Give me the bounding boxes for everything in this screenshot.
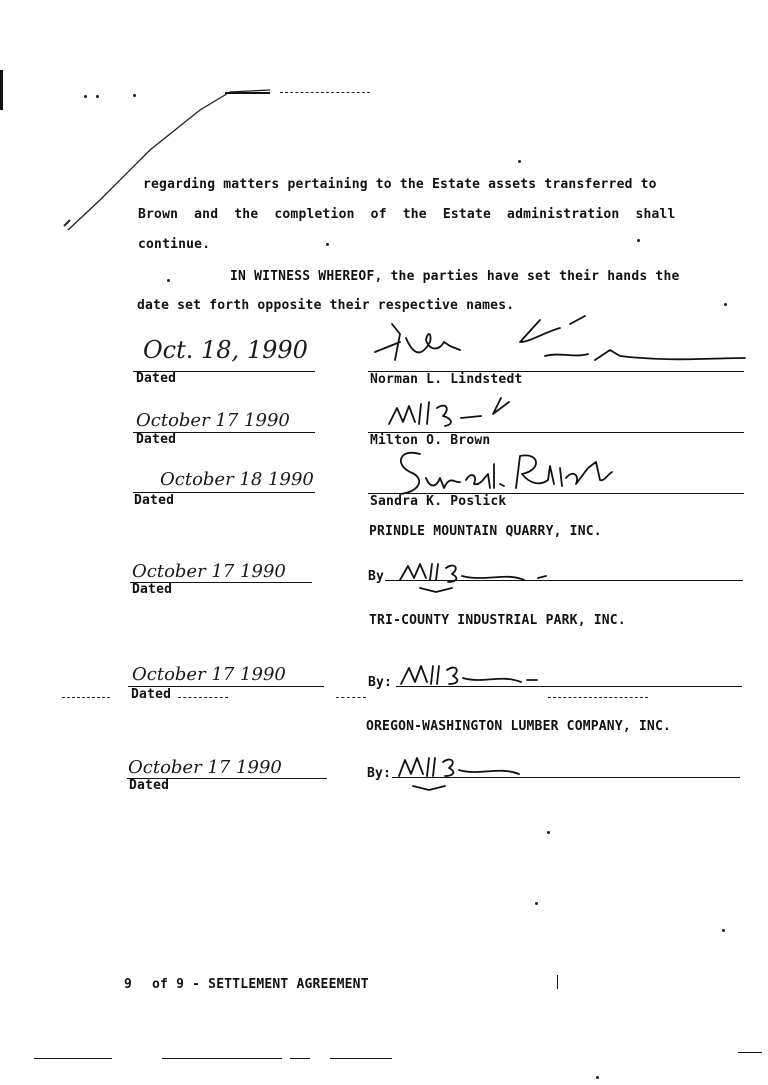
body-line-2: Brown and the completion of the Estate administration shall — [138, 207, 676, 222]
scan-left-edge — [0, 70, 6, 110]
handwritten-date: October 17 1990 — [128, 757, 282, 778]
scan-speck — [167, 279, 170, 282]
signature-milton — [385, 394, 535, 434]
scan-speck — [133, 94, 136, 97]
scan-speck — [96, 95, 99, 98]
dated-label: Dated — [134, 493, 175, 508]
company-name: PRINDLE MOUNTAIN QUARRY, INC. — [369, 524, 602, 539]
by-label: By: — [368, 675, 393, 690]
signature-tricounty — [397, 658, 547, 700]
scan-speck — [84, 95, 87, 98]
company-name: OREGON-WASHINGTON LUMBER COMPANY, INC. — [366, 719, 672, 734]
scan-bottom-line — [290, 1058, 310, 1059]
signer-name: Norman L. Lindstedt — [370, 372, 523, 387]
witness-line-2: date set forth opposite their respective names. — [137, 298, 515, 313]
scan-speck — [722, 929, 725, 932]
dated-label: Dated — [136, 371, 177, 386]
signer-name: Sandra K. Poslick — [370, 494, 507, 509]
signer-name: Milton O. Brown — [370, 433, 491, 448]
handwritten-date: October 17 1990 — [136, 410, 290, 431]
scan-mark — [557, 975, 558, 989]
handwritten-date: October 17 1990 — [132, 561, 286, 582]
dated-label: Dated — [129, 778, 170, 793]
scan-bottom-line — [330, 1058, 392, 1059]
scan-speck — [326, 243, 329, 246]
handwritten-date: October 17 1990 — [132, 664, 286, 685]
footer-page-number: 9 — [124, 977, 133, 992]
signature-line — [385, 580, 743, 581]
by-label: By — [368, 569, 385, 584]
footer-title: of 9 - SETTLEMENT AGREEMENT — [152, 977, 369, 992]
handwritten-date: October 18 1990 — [160, 469, 314, 490]
handwritten-date: Oct. 18, 1990 — [143, 336, 308, 364]
scan-dash — [62, 697, 110, 698]
scan-speck — [637, 239, 640, 242]
signature-line — [392, 777, 740, 778]
scan-bottom-line — [162, 1058, 282, 1059]
signature-line — [396, 686, 742, 687]
witness-line-1: IN WITNESS WHEREOF, the parties have set their hands the — [230, 269, 680, 284]
scan-bottom-line — [738, 1052, 762, 1053]
scan-dash — [548, 697, 648, 698]
scan-speck — [518, 160, 521, 163]
company-name: TRI-COUNTY INDUSTRIAL PARK, INC. — [369, 613, 626, 628]
scan-dash — [178, 697, 228, 698]
dated-label: Dated — [132, 582, 173, 597]
scan-speck — [724, 303, 727, 306]
scan-speck — [535, 902, 538, 905]
dated-label: Dated — [136, 432, 177, 447]
by-label: By: — [367, 766, 392, 781]
signature-oregon — [395, 748, 545, 800]
scan-artifact-topdash — [280, 92, 370, 93]
scan-bottom-line — [34, 1058, 112, 1059]
body-line-1: regarding matters pertaining to the Estate assets transferred to — [143, 177, 657, 192]
scan-dash — [336, 697, 366, 698]
scan-artifact-topline — [225, 92, 270, 94]
scan-speck — [596, 1076, 599, 1079]
signature-prindle — [396, 558, 556, 600]
body-line-3: continue. — [138, 237, 211, 252]
dated-label: Dated — [131, 687, 172, 702]
scan-speck — [547, 831, 550, 834]
